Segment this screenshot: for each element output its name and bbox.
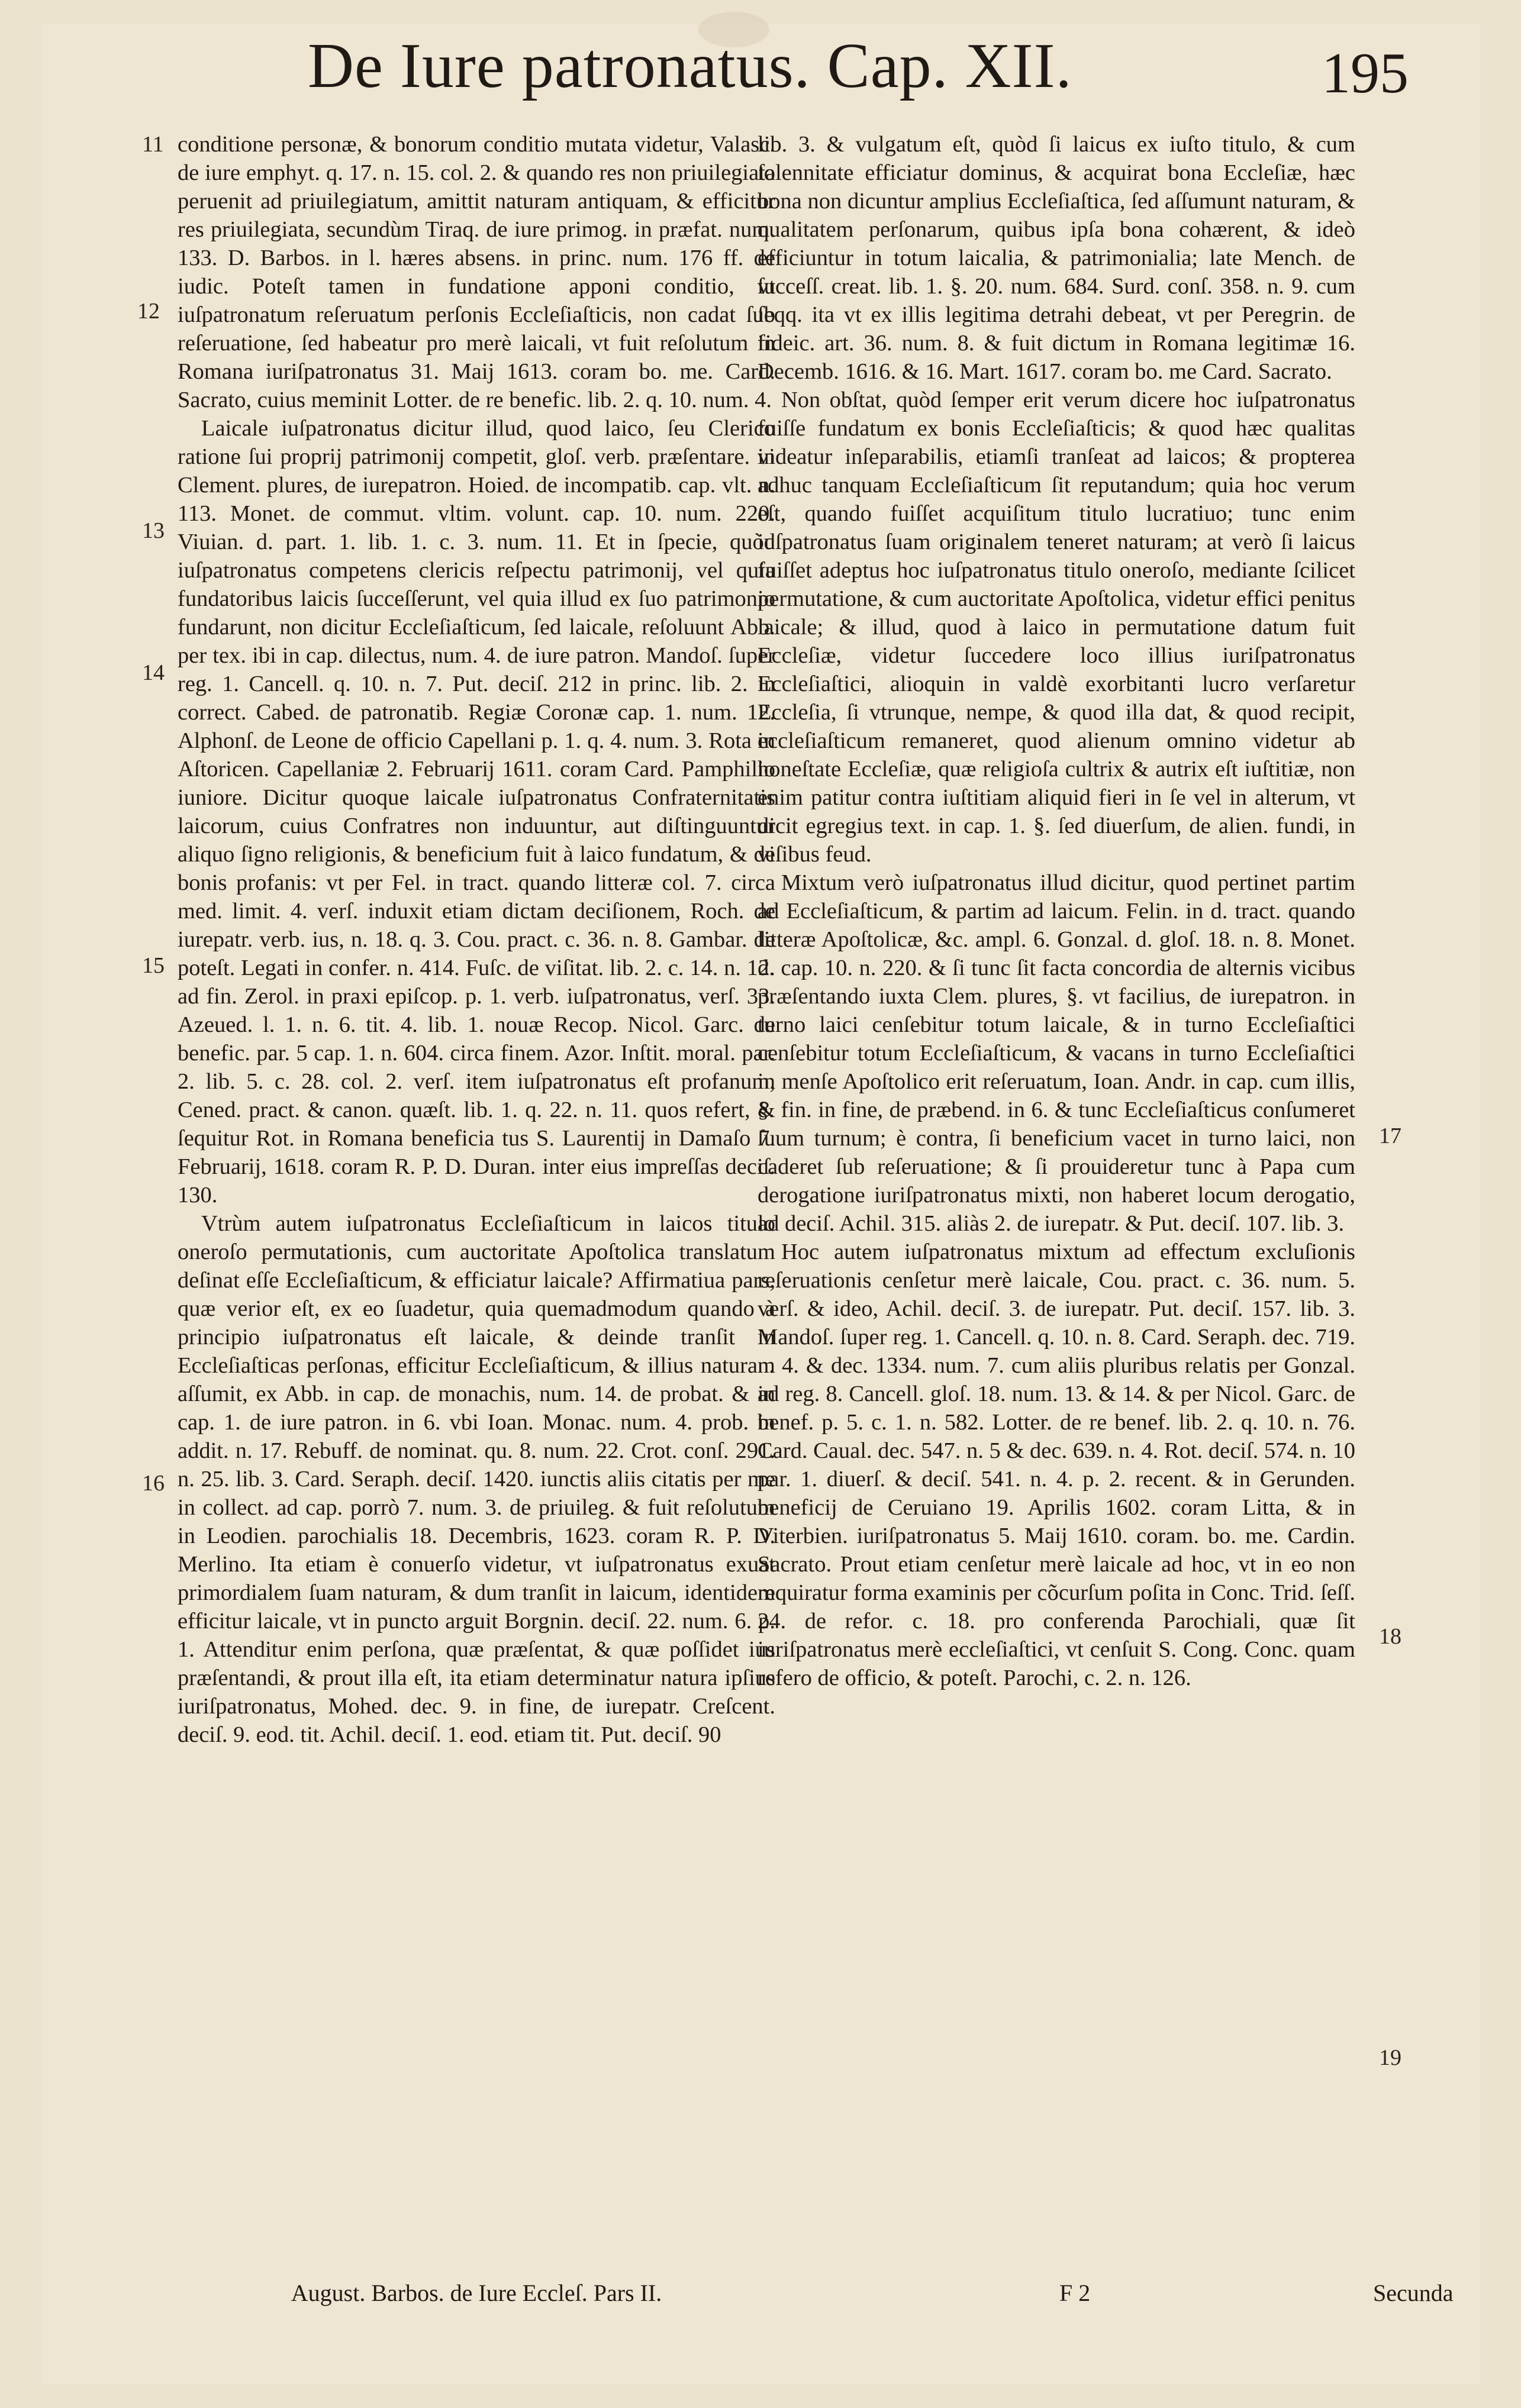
paragraph: Non obſtat, quòd ſemper erit verum dicere hoc iuſpatronatus fuiſſe fundatum ex bonis Eccleſiaſticis; & quod hæc qualitas videatur inſeparabilis, etiamſi tranſeat ad laicos; & propterea adhuc tanquam Eccleſiaſticum ſit reputandum; quia hoc verum eſt, quando fuiſſet acquiſitum titulo lucratiuo; tunc enim iuſpatronatus ſuam originalem teneret naturam; at verò ſi laicus fuiſſet adeptus hoc iuſpatronatus titulo oneroſo, mediante ſcilicet permutatione, & cum auctoritate Apoſtolica, videtur effici penitus laicale; & illud, quod à laico in permutatione datum fuit Eccleſiæ, videtur ſuccedere loco illius iuriſpatronatus Eccleſiaſtici, alioquin in valdè exorbitanti lucro verſaretur Eccleſia, ſi vtrunque, nempe, & quod illa dat, & quod recipit, eccleſiaſticum remaneret, quod alienum omnino videtur ab honeſtate Eccleſiæ, quæ religioſa cultrix & autrix eſt iuſtitiæ, non enim patitur contra iuſtitiam aliquid fieri in ſe vel in alterum, vt dicit egregius text. in cap. 1. §. ſed diuerſum, de alien. fundi, in viſibus feud. [758, 388, 1355, 867]
paragraph: Vtrùm autem iuſpatronatus Eccleſiaſticum in laicos titulo oneroſo permutationis, cum auctoritate Apoſtolica translatum deſinat eſſe Eccleſiaſticum, & efficiatur laicale? Affirmatiua pars, quæ verior eſt, ex eo ſuadetur, quia quemadmodum quando à principio iuſpatronatus eſt laicale, & deinde tranſit in Eccleſiaſticas perſonas, efficitur Eccleſiaſticum, & illius naturam aſſumit, ex Abb. in cap. de monachis, num. 14. de probat. & in cap. 1. de iure patron. in 6. vbi Ioan. Monac. num. 4. prob. in addit. n. 17. Rebuff. de nominat. qu. 8. num. 22. Crot. conſ. 291. n. 25. lib. 3. Card. Seraph. deciſ. 1420. iunctis aliis citatis per me in collect. ad cap. porrò 7. num. 3. de priuileg. & fuit reſolutum in Leodien. parochialis 18. Decembris, 1623. coram R. P. D. Merlino. Ita etiam è conuerſo videtur, vt iuſpatronatus exuat primordialem ſuam naturam, & dum tranſit in laicum, identidem efficitur laicale, vt in puncto arguit Borgnin. deciſ. 22. num. 6. p. 1. Attenditur enim perſona, quæ præſentat, & quæ poſſidet ius præſentandi, & prout illa eſt, ita etiam determinatur natura ipſius iuriſpatronatus, Mohed. dec. 9. in fine, de iurepatr. Creſcent. deciſ. 9. eod. tit. Achil. deciſ. 1. eod. etiam tit. Put. deciſ. 90 [178, 1211, 775, 1747]
margin-number-17: 17 [1379, 1124, 1401, 1148]
paragraph: Laicale iuſpatronatus dicitur illud, quod laico, ſeu Clerico ratione ſui proprij patrimonij competit, gloſ. verb. præſentare. in Clement. plures, de iurepatron. Hoied. de incompatib. cap. vlt. n. 113. Monet. de commut. vltim. volunt. cap. 10. num. 220. Viuian. d. part. 1. lib. 1. c. 3. num. 11. Et in ſpecie, quòd iuſpatronatus competens clericis reſpectu patrimonij, vel quia fundatoribus laicis ſucceſſerunt, vel quia illud ex ſuo patrimonio fundarunt, non dicitur Eccleſiaſticum, ſed laicale, reſoluunt Abb. per tex. ibi in cap. dilectus, num. 4. de iure patron. Mandoſ. ſuper reg. 1. Cancell. q. 10. n. 7. Put. deciſ. 212 in princ. lib. 2. in correct. Cabed. de patronatib. Regiæ Coronæ cap. 1. num. 12. Alphonſ. de Leone de officio Capellani p. 1. q. 4. num. 3. Rota in Aſtoricen. Capellaniæ 2. Februarij 1611. coram Card. Pamphilio iuniore. Dicitur quoque laicale iuſpatronatus Confraternitatis laicorum, cuius Confratres non induuntur, aut diſtinguuntur aliquo ſigno religionis, & beneficium fuit à laico fundatum, & de bonis profanis: vt per Fel. in tract. quando litteræ col. 7. circa med. limit. 4. verſ. induxit etiam dictam deciſionem, Roch. de iurepatr. verb. ius, n. 18. q. 3. Cou. pract. c. 36. n. 8. Gambar. de poteſt. Legati in confer. n. 414. Fuſc. de viſitat. lib. 2. c. 14. n. 12. ad fin. Zerol. in praxi epiſcop. p. 1. verb. iuſpatronatus, verſ. 33. Azeued. l. 1. n. 6. tit. 4. lib. 1. nouæ Recop. Nicol. Garc. de benefic. par. 5 cap. 1. n. 604. circa finem. Azor. Inſtit. moral. par. 2. lib. 5. c. 28. col. 2. verſ. item iuſpatronatus eſt profanum, Cened. pract. & canon. quæſt. lib. 1. q. 22. n. 11. quos refert, & ſequitur Rot. in Romana beneficia tus S. Laurentij in Damaſo 7. Februarij, 1618. coram R. P. D. Duran. inter eius impreſſas deciſ. 130. [178, 416, 775, 1208]
margin-number-18: 18 [1379, 1624, 1401, 1649]
left-text-column [178, 130, 775, 1749]
right-text-column [758, 130, 1355, 1692]
signature-line: August. Barbos. de Iure Eccleſ. Pars II. [291, 2280, 662, 2306]
paragraph: Mixtum verò iuſpatronatus illud dicitur, quod pertinet partim ad Eccleſiaſticum, & partim ad laicum. Felin. in d. tract. quando litteræ Apoſtolicæ, &c. ampl. 6. Gonzal. d. gloſ. 18. n. 8. Monet. d. cap. 10. n. 220. & ſi tunc ſit facta concordia de alternis vicibus præſentando iuxta Clem. plures, §. vt facilius, de iurepatron. in turno laici cenſebitur totum laicale, & in turno Eccleſiaſtici cenſebitur totum Eccleſiaſticum, & vacans in turno Eccleſiaſtici in menſe Apoſtolico erit reſeruatum, Ioan. Andr. in cap. cum illis, §. fin. in fine, de præbend. in 6. & tunc Eccleſiaſticus conſumeret ſuum turnum; è contra, ſi beneficium vacet in turno laici, non caderet ſub reſeruatione; & ſi prouideretur tunc à Papa cum derogatione iuriſpatronatus mixti, non haberet locum derogatio, ad deciſ. Achil. 315. aliàs 2. de iurepatr. & Put. deciſ. 107. lib. 3. [758, 870, 1355, 1236]
margin-number-11: 11 [142, 132, 164, 157]
running-header [308, 30, 1409, 124]
margin-number-13: 13 [142, 518, 165, 543]
page-number: 195 [1322, 41, 1409, 105]
catchword: Secunda [1373, 2280, 1454, 2306]
margin-number-14: 14 [142, 660, 165, 685]
paragraph: conditione personæ, & bonorum conditio mutata videtur, Valasc. de iure emphyt. q. 17. n. 15. col. 2. & quando res non priuilegiata peruenit ad priuilegiatum, amittit naturam antiquam, & efficitur res priuilegiata, secundùm Tiraq. de iure primog. in præfat. num. 133. D. Barbos. in l. hæres absens. in princ. num. 176 ff. de iudic. Poteſt tamen in fundatione apponi conditio, vt iuſpatronatum reſeruatum perſonis Eccleſiaſticis, non cadat ſub reſeruatione, ſed habeatur pro merè laicali, vt fuit reſolutum in Romana iuriſpatronatus 31. Maij 1613. coram bo. me. Card. Sacrato, cuius meminit Lotter. de re benefic. lib. 2. q. 10. num. 4. [178, 132, 775, 412]
signature-mark: F 2 [1059, 2280, 1091, 2306]
paragraph: Hoc autem iuſpatronatus mixtum ad effectum excluſionis reſeruationis cenſetur merè laicale, Cou. pract. c. 36. num. 5. verſ. & ideo, Achil. deciſ. 3. de iurepatr. Put. deciſ. 157. lib. 3. Mandoſ. ſuper reg. 1. Cancell. q. 10. n. 8. Card. Seraph. dec. 719. n. 4. & dec. 1334. num. 7. cum aliis pluribus relatis per Gonzal. ad reg. 8. Cancell. gloſ. 18. num. 13. & 14. & per Nicol. Garc. de benef. p. 5. c. 1. n. 582. Lotter. de re benef. lib. 2. q. 10. n. 76. Card. Caual. dec. 547. n. 5 & dec. 639. n. 4. Rot. deciſ. 574. n. 10 par. 1. diuerſ. & deciſ. 541. n. 4. p. 2. recent. & in Gerunden. beneficij de Ceruiano 19. Aprilis 1602. coram Litta, & in Viterbien. iuriſpatronatus 5. Maij 1610. coram. bo. me. Cardin. Sacrato. Prout etiam cenſetur merè laicale ad hoc, vt in eo non requiratur forma examinis per cõcurſum poſita in Conc. Trid. ſeſſ. 24. de refor. c. 18. pro conferenda Parochiali, quæ ſit iuriſpatronatus merè eccleſiaſtici, vt cenſuit S. Cong. Conc. quam refero de officio, & poteſt. Parochi, c. 2. n. 126. [758, 1239, 1355, 1690]
running-title: De Iure patronatus. Cap. XII. [308, 31, 1072, 101]
margin-number-12: 12 [137, 299, 160, 324]
margin-number-16: 16 [142, 1471, 165, 1496]
paragraph: lib. 3. & vulgatum eſt, quòd ſi laicus ex iuſto titulo, & cum ſolennitate efficiatur dominus, & acquirat bona Eccleſiæ, hæc bona non dicuntur amplius Eccleſiaſtica, ſed aſſumunt naturam, & qualitatem perſonarum, quibus ipſa bona cohærent, & ideò efficiuntur in totum laicalia, & patrimonialia; late Mench. de ſucceſſ. creat. lib. 1. §. 20. num. 684. Surd. conſ. 358. n. 9. cum ſeqq. ita vt ex illis legitima detrahi debeat, vt per Peregrin. de fideic. art. 36. num. 8. & fuit dictum in Romana legitimæ 16. Decemb. 1616. & 16. Mart. 1617. coram bo. me Card. Sacrato. [758, 132, 1355, 384]
margin-number-15: 15 [142, 953, 165, 978]
margin-number-19: 19 [1379, 2045, 1401, 2070]
